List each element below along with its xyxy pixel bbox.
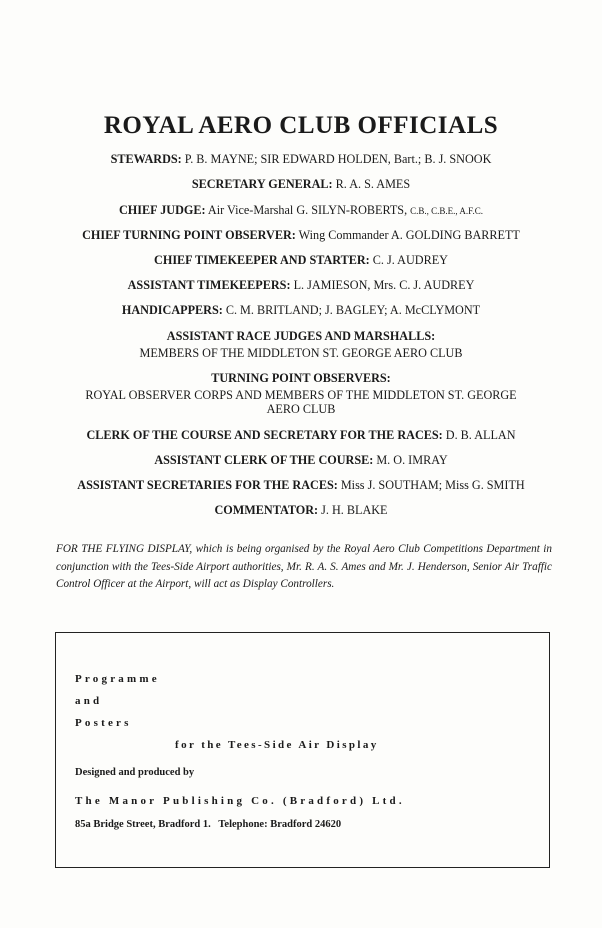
official-stewards xyxy=(0,152,602,166)
display-controllers-note: FOR THE FLYING DISPLAY, which is being organised by the Royal Aero Club Competitions Department in conjunction with the Tees-Side Airport authorities, Mr. R. A. S. Ames and Mr. J. Henderson, Senior Air Traffic Control Officer at the Airport, will act as Display Controllers. xyxy=(56,543,552,590)
official-assistant-timekeepers xyxy=(0,278,602,292)
official-names-continued: AERO CLUB xyxy=(266,402,336,416)
official-clerk-of-course xyxy=(0,428,602,442)
credits-and: and xyxy=(75,695,103,707)
official-chief-timekeeper xyxy=(0,253,602,267)
credits-box xyxy=(55,632,550,868)
official-role: ASSISTANT CLERK OF THE COURSE: xyxy=(154,453,374,467)
official-names: C. J. AUDREY xyxy=(369,253,448,267)
official-secretary-general xyxy=(0,177,602,191)
official-names: J. H. BLAKE xyxy=(318,503,388,517)
official-handicappers xyxy=(0,303,602,317)
official-commentator xyxy=(0,503,602,517)
official-names: R. A. S. AMES xyxy=(332,177,411,191)
official-role: CLERK OF THE COURSE AND SECRETARY FOR THE RACES: xyxy=(86,428,443,442)
official-chief-turning-point-observer xyxy=(0,228,602,242)
official-role: ASSISTANT SECRETARIES FOR THE RACES: xyxy=(77,478,338,492)
official-names: Air Vice-Marshal G. SILYN-ROBERTS, xyxy=(205,203,411,217)
official-names: P. B. MAYNE; SIR EDWARD HOLDEN, Bart.; B. J. SNOOK xyxy=(181,152,492,166)
official-names: M. O. IMRAY xyxy=(373,453,448,467)
official-names: MEMBERS OF THE MIDDLETON ST. GEORGE AERO CLUB xyxy=(139,346,463,360)
credits-posters: Posters xyxy=(75,717,132,729)
official-role: COMMENTATOR: xyxy=(214,503,319,517)
official-role: SECRETARY GENERAL: xyxy=(191,177,333,191)
official-role: TURNING POINT OBSERVERS: xyxy=(211,371,391,385)
official-names: Miss J. SOUTHAM; Miss G. SMITH xyxy=(337,478,525,492)
credits-company: The Manor Publishing Co. (Bradford) Ltd. xyxy=(75,795,405,807)
credits-programme: Programme xyxy=(75,673,160,685)
official-role: ASSISTANT RACE JUDGES AND MARSHALLS: xyxy=(166,329,436,343)
official-assistant-race-judges xyxy=(0,329,602,343)
official-role: STEWARDS: xyxy=(110,152,182,166)
official-role: CHIEF TURNING POINT OBSERVER: xyxy=(82,228,296,242)
credits-event: for the Tees-Side Air Display xyxy=(175,739,379,751)
official-assistant-secretaries xyxy=(0,478,602,492)
page-title: ROYAL AERO CLUB OFFICIALS xyxy=(103,112,499,139)
official-role: CHIEF JUDGE: xyxy=(119,203,206,217)
official-turning-point-observers xyxy=(0,371,602,385)
official-role: HANDICAPPERS: xyxy=(121,303,223,317)
official-assistant-clerk xyxy=(0,453,602,467)
official-postnominals: C.B., C.B.E., A.F.C. xyxy=(410,206,483,216)
official-names: C. M. BRITLAND; J. BAGLEY; A. McCLYMONT xyxy=(222,303,481,317)
official-names: ROYAL OBSERVER CORPS AND MEMBERS OF THE MIDDLETON ST. GEORGE xyxy=(85,388,517,402)
official-chief-judge xyxy=(0,203,602,218)
official-names: L. JAMIESON, Mrs. C. J. AUDREY xyxy=(290,278,475,292)
official-names: Wing Commander A. GOLDING BARRETT xyxy=(295,228,520,242)
official-names: D. B. ALLAN xyxy=(442,428,516,442)
official-role: ASSISTANT TIMEKEEPERS: xyxy=(127,278,291,292)
official-role: CHIEF TIMEKEEPER AND STARTER: xyxy=(154,253,370,267)
credits-address: 85a Bridge Street, Bradford 1. Telephone: Bradford 24620 xyxy=(75,819,342,830)
credits-designed-by: Designed and produced by xyxy=(75,767,195,778)
